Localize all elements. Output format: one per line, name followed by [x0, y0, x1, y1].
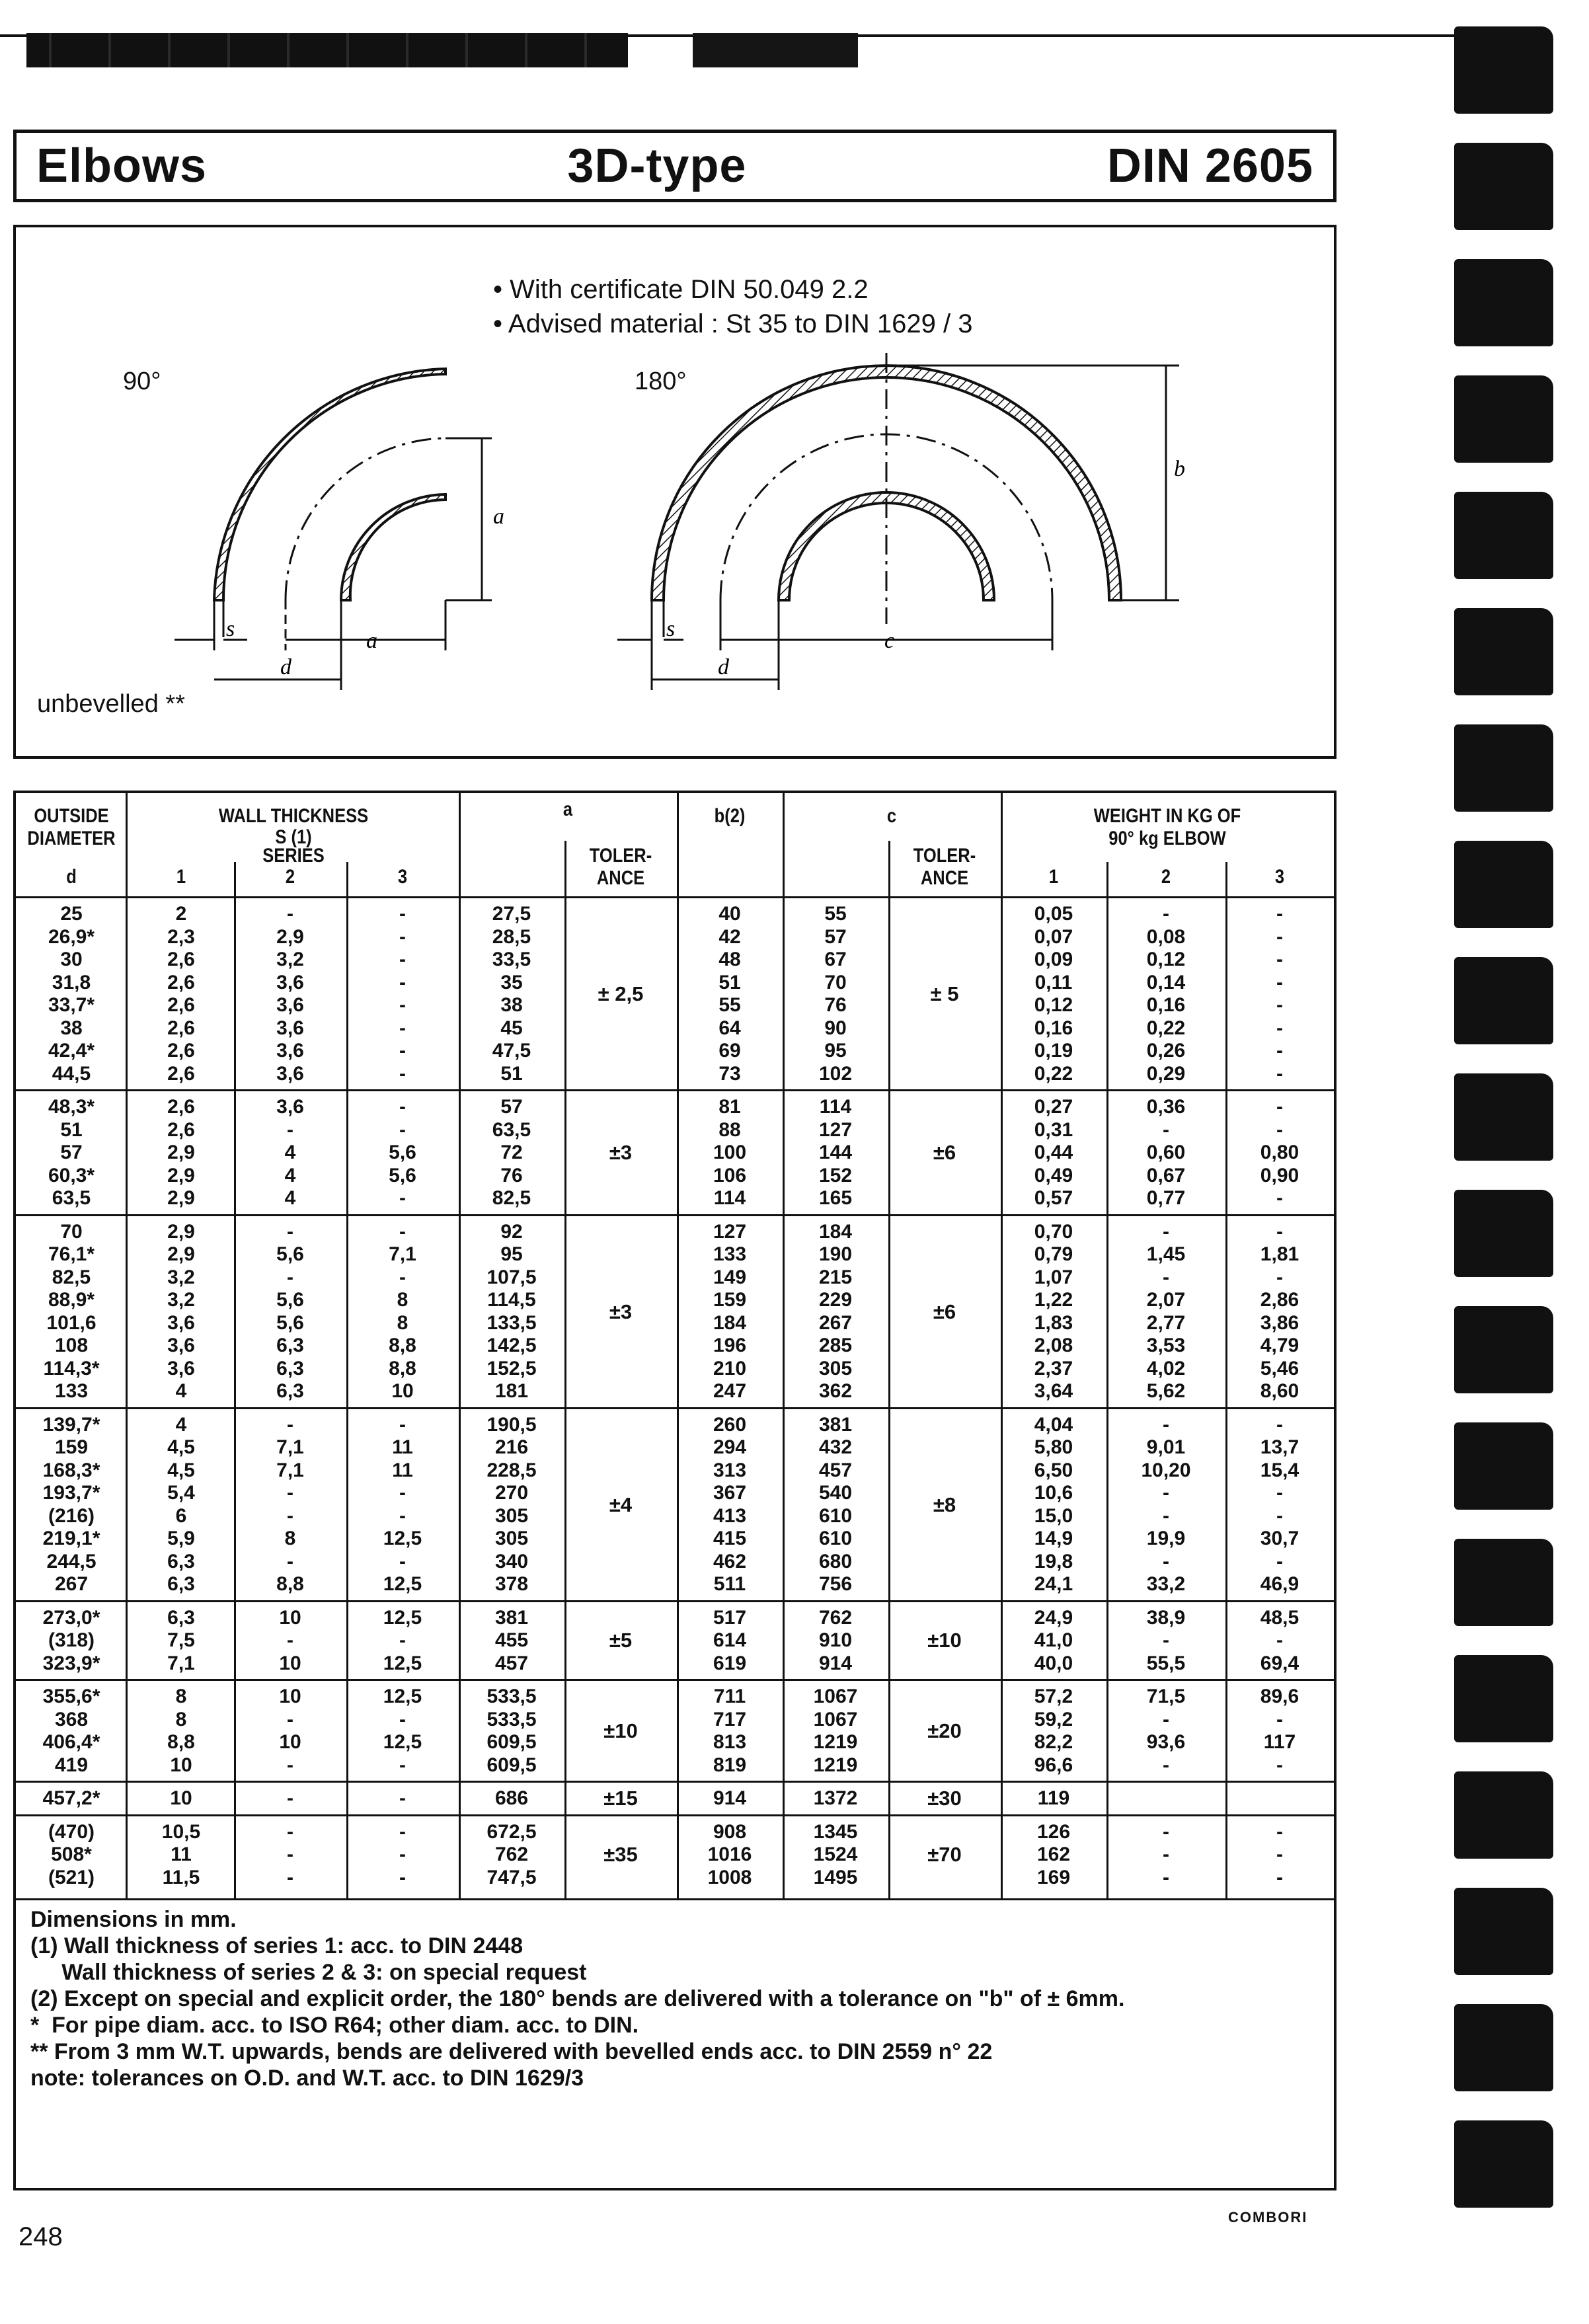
index-tab[interactable] — [1454, 143, 1553, 230]
group-rule — [16, 1407, 1334, 1409]
company-logo: COMBORI — [1228, 2209, 1308, 2226]
footnote-1: (1) Wall thickness of series 1: acc. to DIN 2448 — [30, 1933, 523, 1958]
col-w3-group-4: - 13,7 15,4 - - 30,7 - 46,9 — [1260, 1413, 1299, 1595]
footnote-note: note: tolerances on O.D. and W.T. acc. to DIN 1629/3 — [30, 2066, 584, 2091]
col-s2-group-4: - 7,1 7,1 - - 8 - 8,8 — [276, 1413, 304, 1595]
group-rule — [16, 1214, 1334, 1216]
col-a-group-5: 381 455 457 — [494, 1606, 529, 1674]
hdr-a-tolerance: TOLER- ANCE — [589, 845, 652, 889]
col-s3-group-8: - - - — [399, 1820, 406, 1888]
col-s2-group-5: 10 - 10 — [279, 1606, 301, 1674]
dim-a-90: a — [366, 629, 377, 653]
hdr-series-3: 3 — [397, 866, 408, 888]
col-w3-group-3: - 1,81 - 2,86 3,86 4,79 5,46 8,60 — [1260, 1220, 1299, 1402]
col-a-group-1: 27,5 28,5 33,5 35 38 45 47,5 51 — [492, 903, 531, 1085]
col-s1-group-6: 8 8 8,8 10 — [167, 1685, 195, 1776]
col-c-group-7: 1372 — [813, 1787, 858, 1809]
column-rule — [126, 793, 128, 1898]
tol-a-group-3: ±3 — [609, 1299, 633, 1323]
label-180-degree: 180° — [635, 368, 687, 395]
tol-c-group-1: ± 5 — [930, 982, 959, 1005]
column-rule — [346, 862, 348, 1898]
col-w2-group-4: - 9,01 10,20 - - 19,9 - 33,2 — [1141, 1413, 1191, 1595]
footnote-star: * For pipe diam. acc. to ISO R64; other diam. acc. to DIN. — [30, 2013, 639, 2038]
col-c-group-5: 762 910 914 — [818, 1606, 853, 1674]
hdr-b: b(2) — [714, 805, 746, 827]
column-rule — [783, 793, 785, 1898]
col-s3-group-6: 12,5 - 12,5 - — [383, 1685, 422, 1776]
col-s3-group-7: - — [399, 1787, 406, 1809]
col-s1-group-4: 4 4,5 4,5 5,4 6 5,9 6,3 6,3 — [167, 1413, 195, 1595]
tol-c-group-5: ±10 — [927, 1629, 962, 1652]
index-tab[interactable] — [1454, 259, 1553, 346]
top-black-bar-small — [693, 33, 858, 67]
index-tab[interactable] — [1454, 957, 1553, 1044]
hdr-weight-2: 2 — [1161, 866, 1171, 888]
index-tab[interactable] — [1454, 492, 1553, 579]
tol-a-group-5: ±5 — [609, 1629, 633, 1652]
col-s3-group-5: 12,5 - 12,5 — [383, 1606, 422, 1674]
hdr-series-2: 2 — [285, 866, 295, 888]
col-a-group-7: 686 — [494, 1787, 529, 1809]
col-s2-group-2: 3,6 - 4 4 4 — [276, 1096, 304, 1209]
header-rule — [16, 896, 1334, 898]
col-w1-group-8: 126 162 169 — [1036, 1820, 1071, 1888]
index-tab[interactable] — [1454, 1422, 1553, 1510]
column-rule — [234, 862, 236, 1898]
col-d-group-8: (470) 508* (521) — [48, 1820, 95, 1888]
column-rule — [564, 841, 566, 1898]
col-w2-group-1: - 0,08 0,12 0,14 0,16 0,22 0,26 0,29 — [1146, 903, 1186, 1085]
group-rule — [16, 1600, 1334, 1602]
col-s1-group-7: 10 — [170, 1787, 192, 1809]
col-c-group-8: 1345 1524 1495 — [813, 1820, 858, 1888]
col-a-group-4: 190,5 216 228,5 270 305 305 340 378 — [486, 1413, 537, 1595]
col-s3-group-4: - 11 11 - - 12,5 - 12,5 — [383, 1413, 422, 1595]
col-d-group-2: 48,3* 51 57 60,3* 63,5 — [48, 1096, 95, 1209]
hdr-series: SERIES — [262, 845, 325, 867]
col-s2-group-1: - 2,9 3,2 3,6 3,6 3,6 3,6 3,6 — [276, 903, 304, 1085]
tol-c-group-2: ±6 — [933, 1141, 956, 1165]
hdr-outside-diameter: OUTSIDE DIAMETER — [27, 805, 116, 849]
index-tab[interactable] — [1454, 841, 1553, 928]
col-s1-group-5: 6,3 7,5 7,1 — [167, 1606, 195, 1674]
dim-c-180: c — [884, 629, 895, 653]
column-rule — [888, 841, 890, 1898]
footnotes — [30, 1906, 1124, 2091]
col-w2-group-6: 71,5 - 93,6 - — [1146, 1685, 1186, 1776]
col-w3-group-2: - - 0,80 0,90 - — [1260, 1096, 1299, 1209]
index-tab[interactable] — [1454, 1655, 1553, 1742]
col-d-group-3: 70 76,1* 82,5 88,9* 101,6 108 114,3* 133 — [43, 1220, 100, 1402]
col-b-group-2: 81 88 100 106 114 — [713, 1096, 747, 1209]
title-bar — [13, 130, 1337, 202]
col-s1-group-8: 10,5 11 11,5 — [161, 1820, 201, 1888]
col-w3-group-8: - - - — [1276, 1820, 1283, 1888]
elbow-180-drawing — [617, 353, 1179, 690]
tol-a-group-1: ± 2,5 — [598, 982, 644, 1005]
index-tab[interactable] — [1454, 375, 1553, 463]
col-s2-group-7: - — [287, 1787, 293, 1809]
dim-d-90: d — [280, 655, 291, 679]
tol-a-group-6: ±10 — [603, 1719, 638, 1742]
dim-b-180: b — [1174, 457, 1185, 481]
group-rule — [16, 1679, 1334, 1681]
top-black-bar — [26, 33, 628, 67]
col-w1-group-7: 119 — [1037, 1787, 1070, 1809]
col-s1-group-1: 2 2,3 2,6 2,6 2,6 2,6 2,6 2,6 — [167, 903, 195, 1085]
note-material: • Advised material : St 35 to DIN 1629 / 3 — [493, 307, 973, 341]
col-b-group-4: 260 294 313 367 413 415 462 511 — [713, 1413, 747, 1595]
col-b-group-8: 908 1016 1008 — [707, 1820, 752, 1888]
index-tab[interactable] — [1454, 1306, 1553, 1393]
col-d-group-6: 355,6* 368 406,4* 419 — [42, 1685, 100, 1776]
dimensions-table — [13, 791, 1337, 2190]
elbow-diagram-panel — [13, 225, 1337, 759]
col-a-group-3: 92 95 107,5 114,5 133,5 142,5 152,5 181 — [486, 1220, 537, 1402]
col-a-group-8: 672,5 762 747,5 — [486, 1820, 537, 1888]
page-number: 248 — [19, 2222, 63, 2251]
hdr-c: c — [886, 805, 897, 827]
col-w2-group-3: - 1,45 - 2,07 2,77 3,53 4,02 5,62 — [1146, 1220, 1186, 1402]
hdr-weight-1: 1 — [1048, 866, 1059, 888]
column-rule — [1225, 862, 1227, 1898]
elbow-drawings — [16, 227, 1334, 756]
hdr-a: a — [562, 798, 573, 820]
col-a-group-2: 57 63,5 72 76 82,5 — [492, 1096, 531, 1209]
dim-s-180: s — [666, 617, 676, 641]
col-d-group-4: 139,7* 159 168,3* 193,7* (216) 219,1* 244,5 267 — [42, 1413, 100, 1595]
hdr-s1: S (1) — [275, 826, 312, 848]
col-d-group-7: 457,2* — [42, 1787, 100, 1809]
col-s2-group-6: 10 - 10 - — [279, 1685, 301, 1776]
unbevelled-note: unbevelled ** — [37, 690, 185, 718]
col-b-group-7: 914 — [713, 1787, 747, 1809]
col-d-group-1: 25 26,9* 30 31,8 33,7* 38 42,4* 44,5 — [48, 903, 95, 1085]
index-tab[interactable] — [1454, 26, 1553, 114]
title-type: 3D-type — [567, 139, 747, 192]
index-tab[interactable] — [1454, 2004, 1553, 2091]
col-b-group-5: 517 614 619 — [713, 1606, 747, 1674]
col-c-group-1: 55 57 67 70 76 90 95 102 — [818, 903, 853, 1085]
col-a-group-6: 533,5 533,5 609,5 609,5 — [486, 1685, 537, 1776]
hdr-weight-3: 3 — [1274, 866, 1285, 888]
tol-a-group-4: ±4 — [609, 1492, 633, 1516]
group-rule — [16, 1814, 1334, 1816]
col-w3-group-6: 89,6 - 117 - — [1260, 1685, 1299, 1776]
col-d-group-5: 273,0* (318) 323,9* — [42, 1606, 100, 1674]
index-tab[interactable] — [1454, 1539, 1553, 1626]
col-w2-group-5: 38,9 - 55,5 — [1146, 1606, 1186, 1674]
index-tab[interactable] — [1454, 608, 1553, 695]
col-b-group-3: 127 133 149 159 184 196 210 247 — [713, 1220, 747, 1402]
table-bottom-rule — [16, 1898, 1334, 1900]
col-c-group-2: 114 127 144 152 165 — [818, 1096, 853, 1209]
col-w1-group-2: 0,27 0,31 0,44 0,49 0,57 — [1034, 1096, 1073, 1209]
col-s3-group-1: - - - - - - - - — [399, 903, 406, 1085]
dim-s-90: s — [226, 617, 235, 641]
col-s2-group-3: - 5,6 - 5,6 5,6 6,3 6,3 6,3 — [276, 1220, 304, 1402]
footnote-double-star: ** From 3 mm W.T. upwards, bends are delivered with bevelled ends acc. to DIN 2559 n° 22 — [30, 2039, 993, 2064]
col-w2-group-8: - - - — [1163, 1820, 1169, 1888]
tol-c-group-4: ±8 — [933, 1492, 956, 1516]
col-w1-group-1: 0,05 0,07 0,09 0,11 0,12 0,16 0,19 0,22 — [1034, 903, 1073, 1085]
index-tabs — [1448, 0, 1589, 2324]
col-b-group-1: 40 42 48 51 55 64 69 73 — [718, 903, 741, 1085]
hdr-wall-thickness: WALL THICKNESS — [218, 805, 369, 827]
note-certificate: • With certificate DIN 50.049 2.2 — [493, 272, 973, 307]
footnote-dimensions: Dimensions in mm. — [30, 1907, 237, 1932]
index-tab[interactable] — [1454, 1771, 1553, 1859]
col-w2-group-2: 0,36 - 0,60 0,67 0,77 — [1146, 1096, 1186, 1209]
col-c-group-3: 184 190 215 229 267 285 305 362 — [818, 1220, 853, 1402]
elbow-90-drawing — [174, 369, 492, 690]
tol-c-group-7: ±30 — [927, 1787, 962, 1810]
column-rule — [677, 793, 679, 1898]
col-w1-group-3: 0,70 0,79 1,07 1,22 1,83 2,08 2,37 3,64 — [1034, 1220, 1073, 1402]
index-tab[interactable] — [1454, 1888, 1553, 1975]
footnote-2: (2) Except on special and explicit order, the 180° bends are delivered with a tolerance on "b" of ± 6mm. — [30, 1986, 1125, 2011]
col-w3-group-5: 48,5 - 69,4 — [1260, 1606, 1299, 1674]
title-product: Elbows — [36, 139, 208, 192]
dim-d-180: d — [718, 655, 729, 679]
col-w1-group-6: 57,2 59,2 82,2 96,6 — [1034, 1685, 1073, 1776]
col-s1-group-2: 2,6 2,6 2,9 2,9 2,9 — [167, 1096, 195, 1209]
col-s1-group-3: 2,9 2,9 3,2 3,2 3,6 3,6 3,6 4 — [167, 1220, 195, 1402]
index-tab[interactable] — [1454, 1190, 1553, 1277]
dim-a-vertical: a — [493, 504, 504, 529]
col-w1-group-4: 4,04 5,80 6,50 10,6 15,0 14,9 19,8 24,1 — [1034, 1413, 1073, 1595]
title-standard: DIN 2605 — [1106, 139, 1313, 192]
col-c-group-4: 381 432 457 540 610 610 680 756 — [818, 1413, 853, 1595]
index-tab[interactable] — [1454, 2120, 1553, 2208]
hdr-weight: WEIGHT IN KG OF 90° kg ELBOW — [1093, 805, 1241, 849]
col-s3-group-2: - - 5,6 5,6 - — [389, 1096, 416, 1209]
column-rule — [1106, 862, 1108, 1898]
tol-a-group-7: ±15 — [603, 1787, 638, 1810]
tol-c-group-3: ±6 — [933, 1299, 956, 1323]
col-w3-group-1: - - - - - - - - — [1276, 903, 1283, 1085]
col-b-group-6: 711 717 813 819 — [713, 1685, 747, 1776]
col-w1-group-5: 24,9 41,0 40,0 — [1034, 1606, 1073, 1674]
footnote-1b: Wall thickness of series 2 & 3: on special request — [30, 1960, 587, 1985]
hdr-d: d — [66, 866, 77, 888]
label-90-degree: 90° — [123, 368, 161, 395]
tol-a-group-2: ±3 — [609, 1141, 633, 1165]
tol-c-group-8: ±70 — [927, 1843, 962, 1867]
group-rule — [16, 1089, 1334, 1091]
col-s3-group-3: - 7,1 - 8 8 8,8 8,8 10 — [389, 1220, 416, 1402]
col-s2-group-8: - - - — [287, 1820, 293, 1888]
index-tab[interactable] — [1454, 724, 1553, 812]
tol-a-group-8: ±35 — [603, 1843, 638, 1867]
column-rule — [1001, 793, 1003, 1898]
group-rule — [16, 1781, 1334, 1783]
hdr-c-tolerance: TOLER- ANCE — [913, 845, 976, 889]
tol-c-group-6: ±20 — [927, 1719, 962, 1742]
hdr-series-1: 1 — [176, 866, 186, 888]
col-c-group-6: 1067 1067 1219 1219 — [813, 1685, 858, 1776]
column-rule — [459, 793, 461, 1898]
index-tab[interactable] — [1454, 1073, 1553, 1161]
